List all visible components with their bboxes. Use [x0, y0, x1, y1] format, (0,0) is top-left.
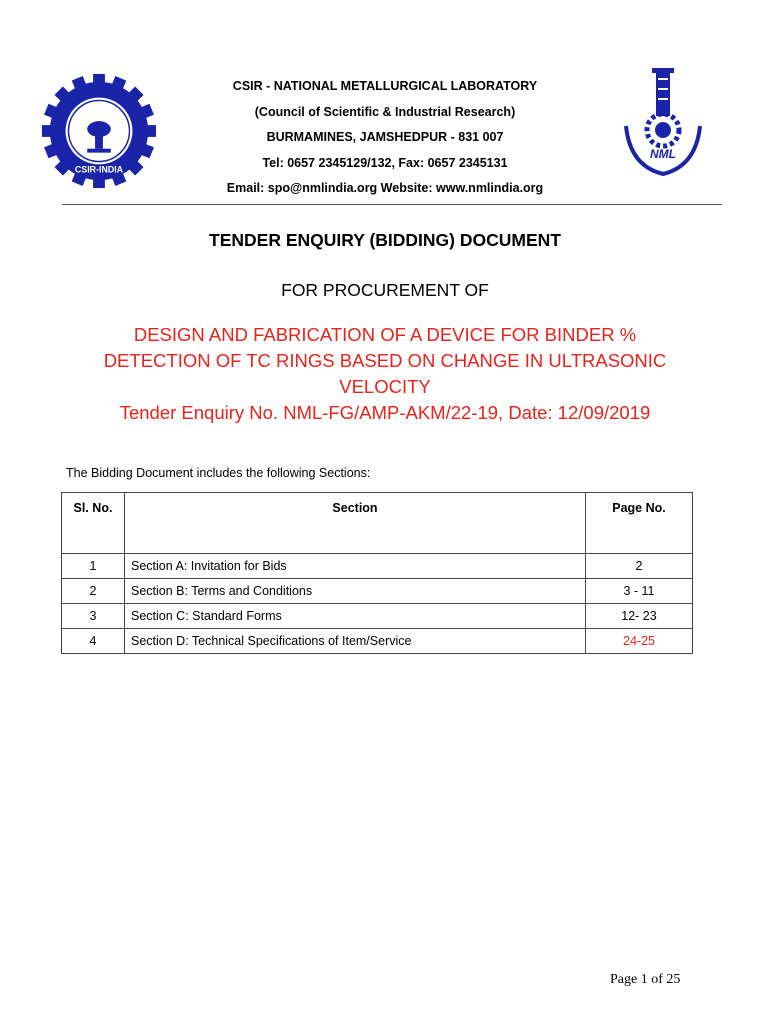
tender-reference: Tender Enquiry No. NML-FG/AMP-AKM/22-19, Date: 12/09/2019 [119, 402, 651, 423]
document-subtitle: FOR PROCUREMENT OF [281, 280, 489, 300]
row-page: 24-25 [586, 629, 693, 654]
council-name: (Council of Scientific & Industrial Research) [254, 104, 516, 119]
csir-logo [40, 72, 158, 190]
address: BURMAMINES, JAMSHEDPUR - 831 007 [266, 130, 504, 144]
table-header-row [62, 493, 693, 554]
phone-fax: Tel: 0657 2345129/132, Fax: 0657 2345131 [262, 155, 508, 170]
row-sl-no: 1 [62, 554, 125, 579]
row-section: Section D: Technical Specifications of Item/Service [125, 629, 586, 654]
table-row [62, 629, 693, 654]
project-title [40, 322, 730, 426]
row-page: 3 - 11 [586, 579, 693, 604]
sections-table [61, 492, 693, 654]
nml-logo-text: NML [650, 147, 676, 161]
row-page: 12- 23 [586, 604, 693, 629]
document-title: TENDER ENQUIRY (BIDDING) DOCUMENT [209, 230, 561, 250]
nml-logo [618, 66, 708, 186]
project-line-1: DESIGN AND FABRICATION OF A DEVICE FOR BINDER % [133, 324, 637, 345]
header-divider [62, 204, 722, 205]
project-line-2: DETECTION OF TC RINGS BASED ON CHANGE IN ULTRASONIC [103, 350, 667, 371]
header-sl-no: Sl. No. [62, 493, 125, 554]
header-section: Section [125, 493, 586, 554]
email-website: Email: spo@nmlindia.org Website: www.nmlindia.org [226, 181, 544, 195]
row-sl-no: 3 [62, 604, 125, 629]
letterhead [150, 74, 620, 202]
header-page-no: Page No. [586, 493, 693, 554]
row-sl-no: 2 [62, 579, 125, 604]
project-line-3: VELOCITY [339, 376, 431, 397]
table-row [62, 579, 693, 604]
row-section: Section B: Terms and Conditions [125, 579, 586, 604]
csir-logo-text: CSIR-INDIA [74, 164, 124, 175]
table-row [62, 604, 693, 629]
row-section: Section A: Invitation for Bids [125, 554, 586, 579]
table-row [62, 554, 693, 579]
intro-text: The Bidding Document includes the following Sections: [66, 466, 371, 480]
row-page: 2 [586, 554, 693, 579]
row-sl-no: 4 [62, 629, 125, 654]
row-section: Section C: Standard Forms [125, 604, 586, 629]
lab-name: CSIR - NATIONAL METALLURGICAL LABORATORY [232, 79, 538, 93]
page-number: Page 1 of 25 [610, 972, 681, 987]
